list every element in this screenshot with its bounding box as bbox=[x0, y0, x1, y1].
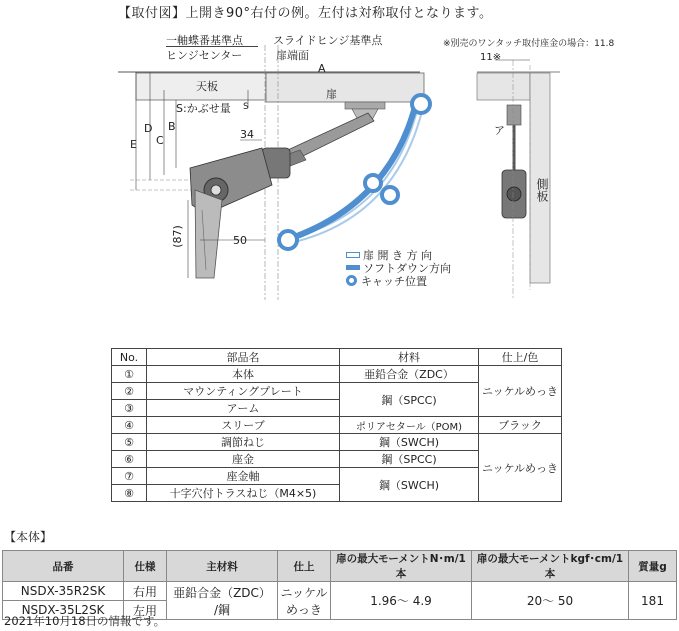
col-part-no: 品番 bbox=[3, 551, 124, 582]
part-no: ⑥ bbox=[112, 451, 147, 468]
slide-ref-label: スライドヒンジ基準点 bbox=[273, 34, 383, 47]
material-line: 亜鉛合金（ZDC） bbox=[173, 585, 271, 600]
date-note: 2021年10月18日の情報です。 bbox=[4, 614, 166, 628]
dim-50-label: 50 bbox=[233, 234, 247, 247]
legend-label: 扉 開 き 方 向 bbox=[363, 248, 432, 262]
col-moment-nm: 扉の最大モーメントN･m/1本 bbox=[331, 551, 472, 582]
part-material: 亜鉛合金（ZDC） bbox=[340, 366, 479, 383]
part-number: NSDX-35L2SK bbox=[3, 601, 124, 620]
mount-washer-note: ※別売のワンタッチ取付座金の場合：11.8 bbox=[443, 39, 615, 49]
top-board-label: 天板 bbox=[196, 80, 218, 93]
door-label: 扉 bbox=[326, 88, 337, 101]
parts-table bbox=[111, 348, 562, 502]
main-material bbox=[167, 582, 278, 620]
dim-11-label: 11※ bbox=[480, 52, 502, 63]
part-number: NSDX-35R2SK bbox=[3, 582, 124, 601]
part-finish: ニッケルめっき bbox=[479, 366, 562, 417]
part-type: 左用 bbox=[124, 601, 167, 620]
legend-item bbox=[346, 274, 451, 287]
col-mass: 質量g bbox=[629, 551, 677, 582]
dim-a-side-label: ア bbox=[494, 124, 505, 137]
spec-table bbox=[2, 550, 677, 620]
table-row bbox=[3, 582, 677, 601]
part-name: 本体 bbox=[147, 366, 340, 383]
part-material: 鋼（SWCH) bbox=[340, 434, 479, 451]
finish bbox=[278, 582, 331, 620]
side-board-label: 側板 bbox=[535, 178, 549, 202]
part-name: アーム bbox=[147, 400, 340, 417]
door-end-label: 扉端面 bbox=[276, 49, 309, 62]
dim-e-label: E bbox=[130, 138, 137, 151]
part-name: マウンティングプレート bbox=[147, 383, 340, 400]
spec-header-row bbox=[3, 551, 677, 582]
moment-nm: 1.96～ 4.9 bbox=[331, 582, 472, 620]
col-material: 主材料 bbox=[167, 551, 278, 582]
mass: 181 bbox=[629, 582, 677, 620]
part-no: ③ bbox=[112, 400, 147, 417]
col-no: No. bbox=[112, 349, 147, 366]
dim-d-label: D bbox=[144, 122, 153, 135]
parts-header-row bbox=[112, 349, 562, 366]
s-dim-label: S bbox=[243, 102, 249, 112]
overlap-label: S:かぶせ量 bbox=[176, 102, 231, 115]
section-label: 【本体】 bbox=[4, 530, 53, 544]
hinge-center-label: ヒンジセンター bbox=[166, 49, 243, 62]
part-material: 鋼（SPCC) bbox=[340, 451, 479, 468]
catch-position-icon bbox=[346, 275, 357, 286]
legend-label: キャッチ位置 bbox=[361, 274, 427, 288]
table-row bbox=[112, 434, 562, 451]
col-type: 仕様 bbox=[124, 551, 167, 582]
part-no: ⑦ bbox=[112, 468, 147, 485]
col-material: 材料 bbox=[340, 349, 479, 366]
legend bbox=[346, 248, 451, 287]
part-name: 調節ねじ bbox=[147, 434, 340, 451]
part-name: 座金軸 bbox=[147, 468, 340, 485]
dim-34-label: 34 bbox=[240, 128, 254, 141]
part-name: スリーブ bbox=[147, 417, 340, 434]
col-name: 部品名 bbox=[147, 349, 340, 366]
part-name: 十字穴付トラスねじ（M4×5) bbox=[147, 485, 340, 502]
table-row bbox=[112, 366, 562, 383]
material-line: /鋼 bbox=[213, 602, 231, 617]
dim-c-label: C bbox=[156, 134, 164, 147]
dim-b-label: B bbox=[168, 120, 176, 133]
part-no: ① bbox=[112, 366, 147, 383]
col-moment-kgf: 扉の最大モーメントkgf･cm/1本 bbox=[472, 551, 629, 582]
col-finish: 仕上 bbox=[278, 551, 331, 582]
part-no: ⑧ bbox=[112, 485, 147, 502]
part-name: 座金 bbox=[147, 451, 340, 468]
finish-line: ニッケル bbox=[280, 585, 328, 600]
legend-label: ソフトダウン方向 bbox=[363, 261, 451, 275]
finish-line: めっき bbox=[286, 602, 322, 617]
col-finish: 仕上/色 bbox=[479, 349, 562, 366]
moment-kgf: 20～ 50 bbox=[472, 582, 629, 620]
soft-down-icon bbox=[346, 265, 360, 270]
part-material: ポリアセタール（POM) bbox=[340, 417, 479, 434]
dim-a-label: A bbox=[318, 62, 326, 75]
part-material: 鋼（SPCC) bbox=[340, 383, 479, 417]
part-no: ② bbox=[112, 383, 147, 400]
part-no: ⑤ bbox=[112, 434, 147, 451]
part-type: 右用 bbox=[124, 582, 167, 601]
part-no: ④ bbox=[112, 417, 147, 434]
part-finish: ニッケルめっき bbox=[479, 434, 562, 502]
dim-87-label: (87) bbox=[170, 225, 184, 248]
page-title: 【取付図】上開き90°右付の例。左付は対称取付となります。 bbox=[118, 6, 493, 21]
table-row bbox=[112, 417, 562, 434]
part-finish: ブラック bbox=[479, 417, 562, 434]
open-direction-icon bbox=[346, 252, 360, 258]
ref-axis-label: 一軸蝶番基準点 bbox=[166, 34, 243, 47]
part-material: 鋼（SWCH) bbox=[340, 468, 479, 502]
